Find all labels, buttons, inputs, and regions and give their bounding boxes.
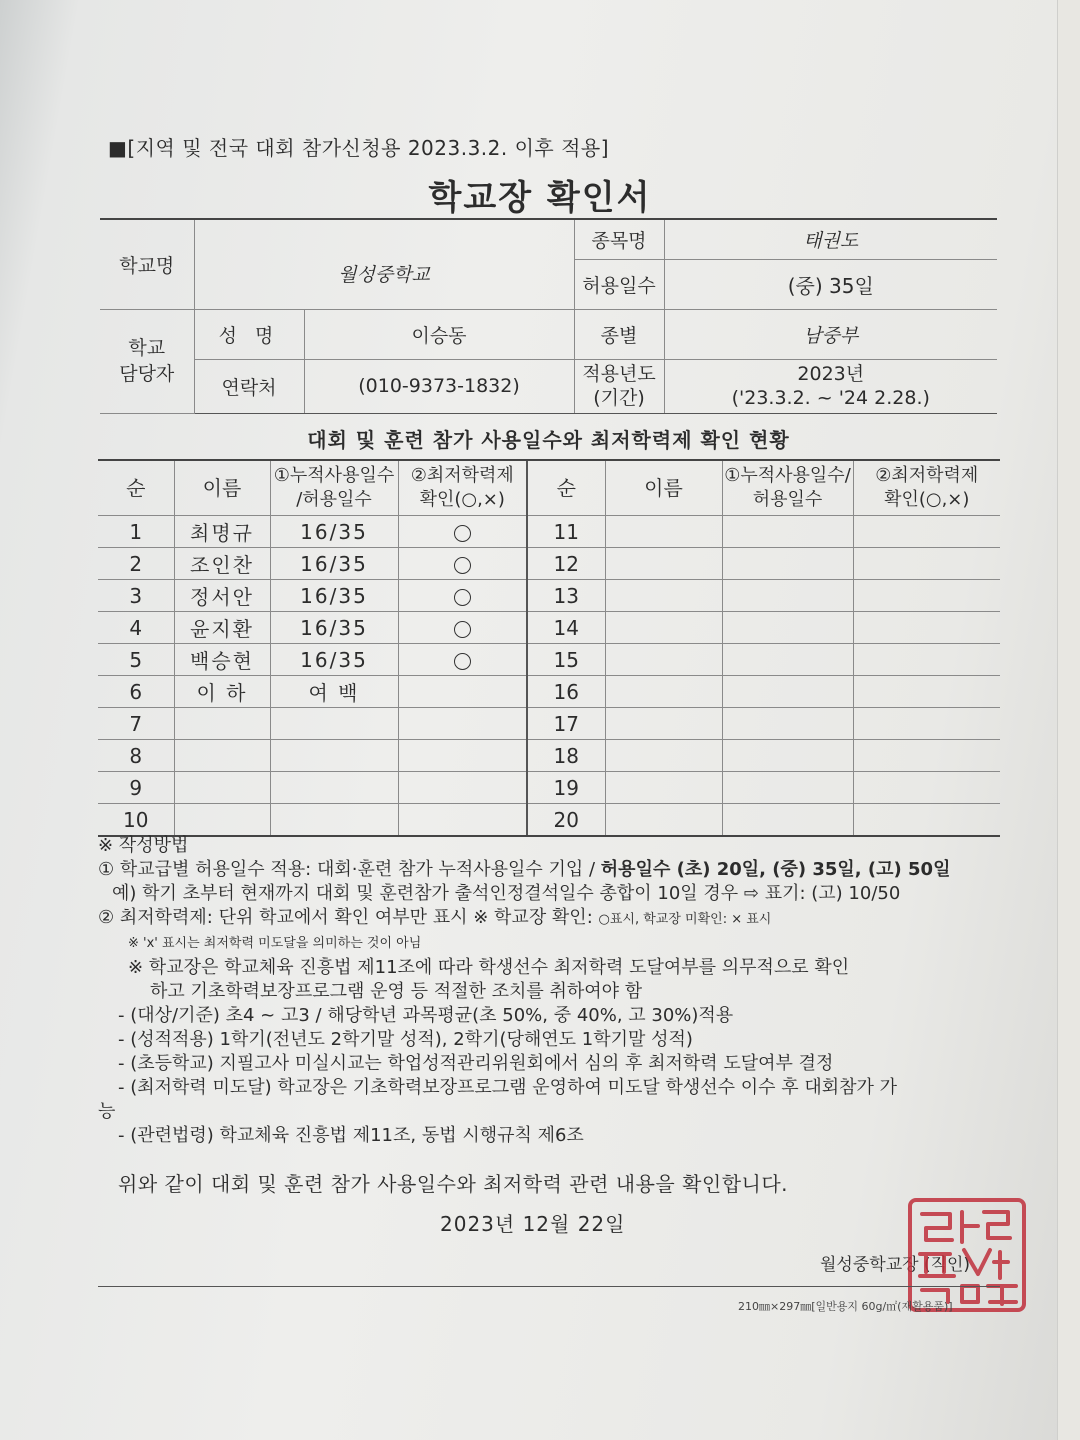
row-name: 최명규 <box>174 516 270 548</box>
year-cell <box>664 359 997 413</box>
row-check <box>398 580 527 612</box>
row-name: 정서안 <box>174 580 270 612</box>
official-seal-icon <box>906 1196 1028 1314</box>
bullet-grades: - (성적적용) 1학기(전년도 2학기말 성적), 2학기(당해연도 1학기말 성적) <box>118 1029 693 1050</box>
year-value: 2023년 <box>797 363 865 385</box>
row-check-right <box>853 516 1000 548</box>
row-days: 여 백 <box>270 676 398 708</box>
row-name-right <box>605 548 722 580</box>
row-days-right <box>722 676 853 708</box>
table-row <box>98 708 1000 740</box>
circle-mark-icon <box>454 653 471 670</box>
table-row <box>98 804 1000 837</box>
row-num-right: 13 <box>527 580 605 612</box>
page-title: 학교장 확인서 <box>428 178 652 218</box>
row-days-right <box>722 740 853 772</box>
row-check <box>398 612 527 644</box>
row-days: 16/35 <box>270 516 398 548</box>
row-name <box>174 772 270 804</box>
row-num-right: 14 <box>527 612 605 644</box>
note-1-example: 예) 학기 초부터 현재까지 대회 및 훈련참가 출석인정결석일수 총합이 10일 경우 ⇨ 표기: (고) 10/50 <box>112 883 901 904</box>
row-num-right: 16 <box>527 676 605 708</box>
row-num: 10 <box>98 804 174 837</box>
section-title: 대회 및 훈련 참가 사용일수와 최저학력제 확인 현황 <box>307 428 790 452</box>
writing-instructions <box>98 834 1008 1148</box>
notes-heading: ※ 작성방법 <box>98 835 189 856</box>
table-row <box>98 644 1000 676</box>
header-days-2: ①누적사용일수/ 허용일수 <box>722 460 853 516</box>
row-days: 16/35 <box>270 644 398 676</box>
row-name-right <box>605 644 722 676</box>
row-name-right <box>605 516 722 548</box>
row-num: 5 <box>98 644 174 676</box>
table-row <box>98 740 1000 772</box>
row-name <box>174 740 270 772</box>
row-check <box>398 644 527 676</box>
issue-date: 2023년 12월 22일 <box>440 1212 626 1236</box>
row-check <box>398 548 527 580</box>
category-label: 종별 <box>574 309 664 359</box>
note-1-text: ① 학교급별 허용일수 적용: 대회·훈련 참가 누적사용일수 기입 / <box>98 859 601 880</box>
row-days <box>270 772 398 804</box>
principal-signature: 월성중학교장 (직인) <box>820 1255 971 1275</box>
note-2 <box>98 906 1008 932</box>
note-4-cont: 하고 기초학력보장프로그램 운영 등 적절한 조치를 취하여야 함 <box>150 981 643 1002</box>
row-num: 9 <box>98 772 174 804</box>
row-name-right <box>605 580 722 612</box>
table-row <box>98 612 1000 644</box>
row-num-right: 17 <box>527 708 605 740</box>
manager-name-value: 이승동 <box>304 309 574 359</box>
participants-table-body <box>98 516 1000 837</box>
school-name-label: 학교명 <box>100 219 194 309</box>
row-num: 1 <box>98 516 174 548</box>
row-days-right <box>722 580 853 612</box>
year-label: 적용년도 (기간) <box>574 359 664 413</box>
row-name: 윤지환 <box>174 612 270 644</box>
row-name-right <box>605 612 722 644</box>
circle-mark-icon <box>454 589 471 606</box>
note-2-text: ② 최저학력제: 단위 학교에서 확인 여부만 표시 ※ 학교장 확인: <box>98 907 599 928</box>
row-num: 4 <box>98 612 174 644</box>
header-num-2: 순 <box>527 460 605 516</box>
row-num: 2 <box>98 548 174 580</box>
row-check <box>398 676 527 708</box>
row-check-right <box>853 740 1000 772</box>
row-num-right: 15 <box>527 644 605 676</box>
table-row <box>98 548 1000 580</box>
bullet-target: - (대상/기준) 초4 ~ 고3 / 해당학년 과목평균(초 50%, 중 40%, 고 30%)적용 <box>118 1005 734 1026</box>
note-1 <box>98 858 1008 882</box>
note-1-bold: 허용일수 (초) 20일, (중) 35일, (고) 50일 <box>600 859 951 880</box>
row-name-right <box>605 772 722 804</box>
sport-label: 종목명 <box>574 219 664 259</box>
row-days-right <box>722 708 853 740</box>
row-name-right <box>605 676 722 708</box>
row-name: 이 하 <box>174 676 270 708</box>
row-num: 7 <box>98 708 174 740</box>
row-days <box>270 804 398 837</box>
row-check-right <box>853 772 1000 804</box>
header-days: ①누적사용일수 /허용일수 <box>270 460 398 516</box>
sport-value: 태권도 <box>664 219 997 259</box>
contact-label: 연락처 <box>194 359 304 413</box>
header-check-2: ②최저학력제 확인(○,×) <box>853 460 1000 516</box>
row-name <box>174 804 270 837</box>
row-name <box>174 708 270 740</box>
row-days-right <box>722 516 853 548</box>
row-name: 백승현 <box>174 644 270 676</box>
circle-mark-icon <box>454 621 471 638</box>
circle-mark-icon <box>454 525 471 542</box>
bullet-not-reached: - (최저학력 미도달) 학교장은 기초학력보장프로그램 운영하여 미도달 학생선수 이수 후 대회참가 가 <box>118 1077 897 1098</box>
circle-mark-icon <box>454 557 471 574</box>
row-days <box>270 708 398 740</box>
table-row <box>98 580 1000 612</box>
note-2-small: ○표시, 학교장 미확인: × 표시 <box>598 912 772 927</box>
participants-table <box>98 459 1000 837</box>
header-name: 이름 <box>174 460 270 516</box>
row-num-right: 20 <box>527 804 605 837</box>
row-check <box>398 772 527 804</box>
table-row <box>98 676 1000 708</box>
row-check-right <box>853 804 1000 837</box>
row-check-right <box>853 676 1000 708</box>
row-num-right: 19 <box>527 772 605 804</box>
row-days-right <box>722 548 853 580</box>
row-name: 조인찬 <box>174 548 270 580</box>
category-value: 남중부 <box>664 309 997 359</box>
row-check-right <box>853 548 1000 580</box>
row-check-right <box>853 612 1000 644</box>
row-num: 8 <box>98 740 174 772</box>
row-num: 3 <box>98 580 174 612</box>
header-note: ■[지역 및 전국 대회 참가신청용 2023.3.2. 이후 적용] <box>108 136 610 160</box>
row-num-right: 18 <box>527 740 605 772</box>
bottom-rule <box>98 1286 1000 1287</box>
row-days <box>270 740 398 772</box>
header-check: ②최저학력제 확인(○,×) <box>398 460 527 516</box>
row-num-right: 12 <box>527 548 605 580</box>
row-days-right <box>722 772 853 804</box>
bullet-elementary: - (초등학교) 지필고사 미실시교는 학업성적관리위원회에서 심의 후 최저학력 도달여부 결정 <box>118 1053 834 1074</box>
school-name-value: 월성중학교 <box>194 219 574 309</box>
row-name-right <box>605 804 722 837</box>
row-check-right <box>853 708 1000 740</box>
school-info-table <box>100 218 997 414</box>
row-num: 6 <box>98 676 174 708</box>
allowed-days-label: 허용일수 <box>574 259 664 309</box>
confirmation-statement: 위와 같이 대회 및 훈련 참가 사용일수와 최저학력 관련 내용을 확인합니다. <box>118 1172 789 1196</box>
period-value: ('23.3.2. ~ '24 2.28.) <box>731 387 930 409</box>
note-3: ※ 'x' 표시는 최저학력 미도달을 의미하는 것이 아님 <box>128 936 422 951</box>
row-days-right <box>722 804 853 837</box>
header-name-2: 이름 <box>605 460 722 516</box>
note-4: ※ 학교장은 학교체육 진흥법 제11조에 따라 학생선수 최저학력 도달여부를 의무적으로 확인 <box>128 957 850 978</box>
row-days: 16/35 <box>270 548 398 580</box>
manager-name-label: 성 명 <box>194 309 304 359</box>
paper-spec: 210㎜×297㎜[일반용지 60g/㎡(재활용품)] <box>738 1300 953 1313</box>
row-check <box>398 708 527 740</box>
row-name-right <box>605 708 722 740</box>
row-days-right <box>722 612 853 644</box>
bullet-not-reached-cont: 능 <box>98 1101 116 1122</box>
allowed-days-value: (중) 35일 <box>664 259 997 309</box>
contact-value: (010-9373-1832) <box>304 359 574 413</box>
bullet-law: - (관련법령) 학교체육 진흥법 제11조, 동법 시행규칙 제6조 <box>118 1125 584 1146</box>
row-days: 16/35 <box>270 612 398 644</box>
row-check <box>398 516 527 548</box>
manager-label: 학교 담당자 <box>100 309 194 413</box>
row-check <box>398 804 527 837</box>
table-row <box>98 516 1000 548</box>
row-days-right <box>722 644 853 676</box>
row-num-right: 11 <box>527 516 605 548</box>
table-row <box>98 772 1000 804</box>
row-name-right <box>605 740 722 772</box>
row-days: 16/35 <box>270 580 398 612</box>
row-check-right <box>853 644 1000 676</box>
row-check-right <box>853 580 1000 612</box>
header-num: 순 <box>98 460 174 516</box>
row-check <box>398 740 527 772</box>
